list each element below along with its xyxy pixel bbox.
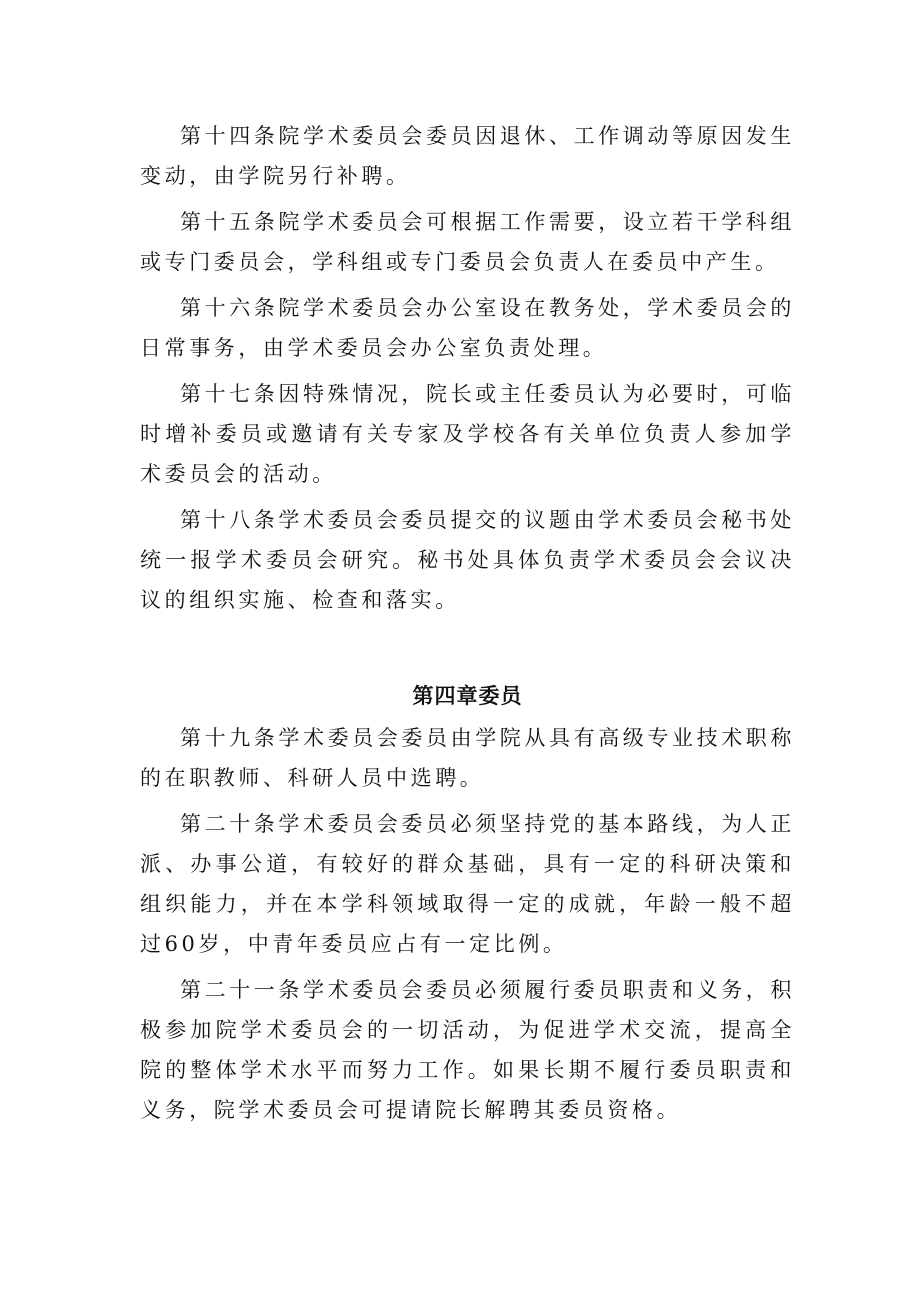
article-19: 第十九条学术委员会委员由学院从具有高级专业技术职称的在职教师、科研人员中选聘。: [140, 726, 795, 790]
article-14: 第十四条院学术委员会委员因退休、工作调动等原因发生变动，由学院另行补聘。: [140, 124, 795, 188]
article-15: 第十五条院学术委员会可根据工作需要，设立若干学科组或专门委员会，学科组或专门委员会负责人在委员中产生。: [140, 210, 795, 274]
chapter-title: 第四章委员: [412, 684, 523, 708]
article-20: 第二十条学术委员会委员必须坚持党的基本路线，为人正派、办事公道，有较好的群众基础，具有一定的科研决策和组织能力，并在本学科领域取得一定的成就，年龄一般不超过60岁，中青年委员应占有一定比例。: [140, 812, 795, 956]
article-17: 第十七条因特殊情况，院长或主任委员认为必要时，可临时增补委员或邀请有关专家及学校各有关单位负责人参加学术委员会的活动。: [140, 382, 795, 486]
document-body: [140, 116, 795, 1136]
article-16: 第十六条院学术委员会办公室设在教务处，学术委员会的日常事务，由学术委员会办公室负责处理。: [140, 296, 795, 360]
article-18: 第十八条学术委员会委员提交的议题由学术委员会秘书处统一报学术委员会研究。秘书处具体负责学术委员会会议决议的组织实施、检查和落实。: [140, 508, 795, 612]
article-21: 第二十一条学术委员会委员必须履行委员职责和义务，积极参加院学术委员会的一切活动，为促进学术交流，提高全院的整体学术水平而努力工作。如果长期不履行委员职责和义务，院学术委员会可提请院长解聘其委员资格。: [140, 978, 795, 1122]
